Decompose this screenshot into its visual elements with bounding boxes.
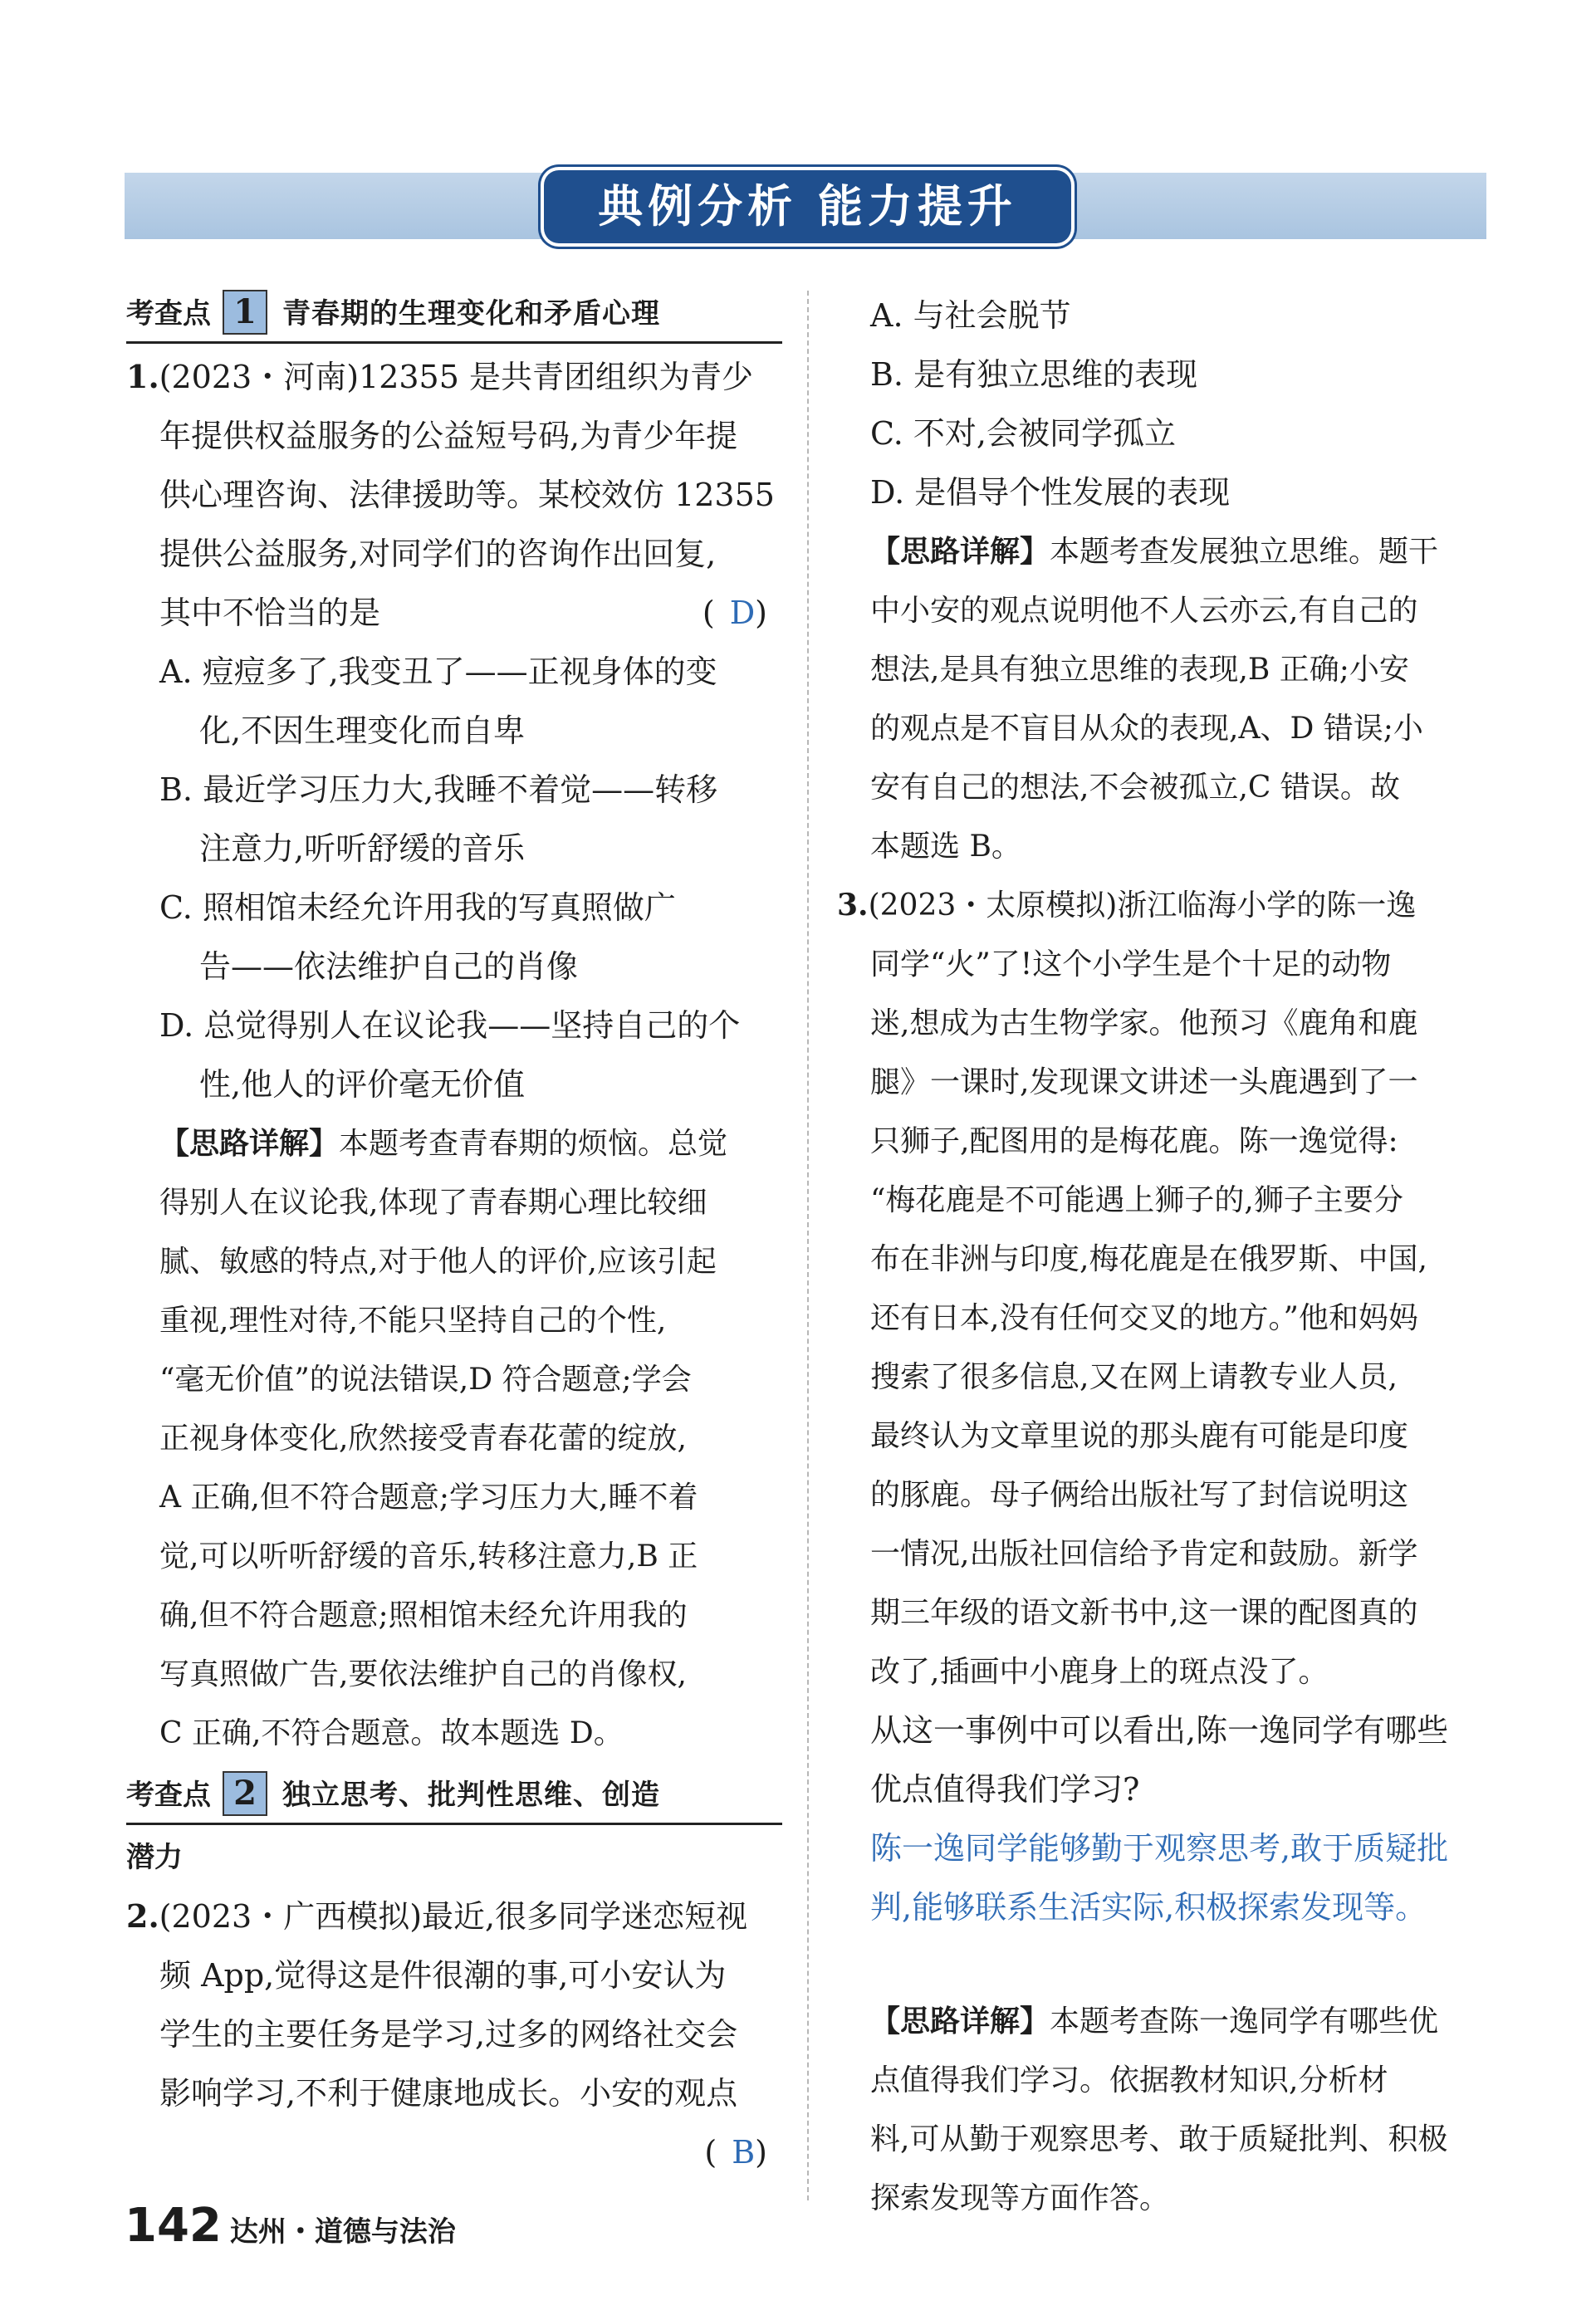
hint-text: 确,但不符合题意;照相馆未经允许用我的 [159, 1598, 688, 1632]
question-1 [126, 347, 782, 1763]
right-column [837, 286, 1491, 2228]
answer-bracket: (D) [702, 595, 782, 631]
hint-text: “毫无价值”的说法错误,D 符合题意;学会 [159, 1363, 692, 1397]
question-text: 其中不恰当的是 [159, 595, 381, 631]
question-text: (2023・广西模拟)最近,很多同学迷恋短视 [159, 1898, 748, 1935]
hint-text: 本题选 B。 [870, 830, 1021, 864]
hint-text: 本题考查陈一逸同学有哪些优 [1050, 2004, 1439, 2039]
question-text: 腿》一课时,发现课文讲述一头鹿遇到了一 [870, 1065, 1418, 1099]
option-d: D. 总觉得别人在议论我——坚持自己的个 [159, 1007, 741, 1044]
section-topic: 独立思考、批判性思维、创造 [282, 1779, 660, 1812]
hint-label: 【思路详解】 [870, 535, 1050, 569]
hint-text: 写真照做广告,要依法维护自己的肖像权, [159, 1657, 687, 1691]
question-text: 还有日本,没有任何交叉的地方。”他和妈妈 [870, 1301, 1418, 1335]
hint-text: 正视身体变化,欣然接受青春花蕾的绽放, [159, 1422, 687, 1456]
hint-text: 安有自己的想法,不会被孤立,C 错误。故 [870, 771, 1400, 805]
question-text: 改了,插画中小鹿身上的斑点没了。 [870, 1655, 1329, 1689]
question-text: 频 App,觉得这是件很潮的事,可小安认为 [159, 1957, 727, 1994]
option-d-cont: 性,他人的评价毫无价值 [199, 1066, 526, 1103]
question-number: 1. [126, 358, 159, 395]
option-b: B. 最近学习压力大,我睡不着觉——转移 [159, 771, 718, 808]
sub-question: 优点值得我们学习? [870, 1771, 1140, 1808]
section-label: 考查点 [126, 297, 211, 330]
answer-bracket: (B) [704, 2134, 782, 2171]
option-a: A. 与社会脱节 [870, 297, 1071, 334]
question-number: 2. [126, 1897, 159, 1935]
option-d: D. 是倡导个性发展的表现 [870, 474, 1231, 511]
question-text: 期三年级的语文新书中,这一课的配图真的 [870, 1596, 1418, 1630]
hint-label: 【思路详解】 [870, 2004, 1050, 2039]
hint-text: 中小安的观点说明他不人云亦云,有自己的 [870, 594, 1418, 628]
written-answer: 判,能够联系生活实际,积极探索发现等。 [870, 1889, 1427, 1926]
hint-block [870, 522, 1491, 581]
sub-question: 从这一事例中可以看出,陈一逸同学有哪些 [870, 1712, 1449, 1749]
question-text: (2023・太原模拟)浙江临海小学的陈一逸 [868, 888, 1417, 923]
hint-text: 本题考查青春期的烦恼。总觉 [339, 1127, 728, 1161]
section-label: 考查点 [126, 1779, 211, 1812]
hint-text: 想法,是具有独立思维的表现,B 正确;小安 [870, 653, 1409, 687]
page-footer [125, 2199, 456, 2257]
hint-text: 重视,理性对待,不能只坚持自己的个性, [159, 1304, 667, 1338]
hint-label: 【思路详解】 [159, 1127, 340, 1161]
question-text: 只狮子,配图用的是梅花鹿。陈一逸觉得: [870, 1124, 1398, 1158]
hint-text: A 正确,但不符合题意;学习压力大,睡不着 [159, 1481, 698, 1515]
question-text: 布在非洲与印度,梅花鹿是在俄罗斯、中国, [870, 1242, 1427, 1276]
question-text: 的豚鹿。母子俩给出版社写了封信说明这 [870, 1478, 1409, 1512]
question-text: 最终认为文章里说的那头鹿有可能是印度 [870, 1419, 1409, 1453]
question-text: 提供公益服务,对同学们的咨询作出回复, [159, 536, 717, 572]
question-text: 影响学习,不利于健康地成长。小安的观点 [159, 2075, 738, 2112]
hint-text: 的观点是不盲目从众的表现,A、D 错误;小 [870, 712, 1423, 746]
hint-text: 探索发现等方面作答。 [870, 2181, 1170, 2215]
page-number: 142 [125, 2199, 222, 2253]
hint-text: 觉,可以听听舒缓的音乐,转移注意力,B 正 [159, 1539, 698, 1574]
section-topic-cont: 潜力 [126, 1841, 183, 1874]
question-2 [126, 1887, 782, 2171]
question-text: 同学“火”了!这个小学生是个十足的动物 [870, 947, 1392, 981]
section-number: 1 [223, 290, 267, 335]
option-c-cont: 告——依法维护自己的肖像 [199, 948, 579, 985]
option-c: C. 照相馆未经允许用我的写真照做广 [159, 889, 676, 926]
hint-block [870, 1992, 1491, 2051]
section-heading-1 [126, 286, 782, 344]
option-b: B. 是有独立思维的表现 [870, 356, 1198, 393]
option-a: A. 痘痘多了,我变丑了——正视身体的变 [159, 653, 717, 690]
question-text: “梅花鹿是不可能遇上狮子的,狮子主要分 [870, 1183, 1403, 1217]
section-heading-2 [126, 1768, 782, 1825]
answer-value: B [732, 2134, 756, 2171]
option-c: C. 不对,会被同学孤立 [870, 415, 1176, 452]
hint-text: 本题考查发展独立思维。题干 [1050, 535, 1439, 569]
hint-text: 得别人在议论我,体现了青春期心理比较细 [159, 1186, 707, 1220]
column-divider [807, 291, 809, 2200]
question-text: (2023・河南)12355 是共青团组织为青少 [159, 359, 753, 395]
option-a-cont: 化,不因生理变化而自卑 [199, 712, 526, 749]
hint-text: 料,可从勤于观察思考、敢于质疑批判、积极 [870, 2122, 1448, 2156]
question-text: 年提供权益服务的公益短号码,为青少年提 [159, 418, 738, 454]
left-column [126, 286, 782, 2182]
question-text: 搜索了很多信息,又在网上请教专业人员, [870, 1360, 1398, 1394]
answer-value: D [729, 595, 756, 631]
question-number: 3. [837, 888, 869, 923]
book-title: 达州・道德与法治 [229, 2215, 456, 2249]
page-title: 典例分析 能力提升 [544, 170, 1071, 243]
written-answer: 陈一逸同学能够勤于观察思考,敢于质疑批 [870, 1830, 1449, 1867]
question-text: 学生的主要任务是学习,过多的网络社交会 [159, 2016, 738, 2053]
hint-text: 点值得我们学习。依据教材知识,分析材 [870, 2063, 1388, 2097]
section-topic: 青春期的生理变化和矛盾心理 [282, 297, 660, 330]
question-text: 迷,想成为古生物学家。他预习《鹿角和鹿 [870, 1006, 1418, 1040]
question-text: 一情况,出版社回信给予肯定和鼓励。新学 [870, 1537, 1418, 1571]
question-text: 供心理咨询、法律援助等。某校效仿 12355 [159, 477, 775, 513]
section-number: 2 [223, 1771, 267, 1816]
hint-text: C 正确,不符合题意。故本题选 D。 [159, 1716, 624, 1750]
hint-block [126, 1114, 782, 1173]
question-3 [837, 876, 1491, 2228]
option-b-cont: 注意力,听听舒缓的音乐 [199, 830, 526, 867]
hint-text: 腻、敏感的特点,对于他人的评价,应该引起 [159, 1245, 717, 1279]
